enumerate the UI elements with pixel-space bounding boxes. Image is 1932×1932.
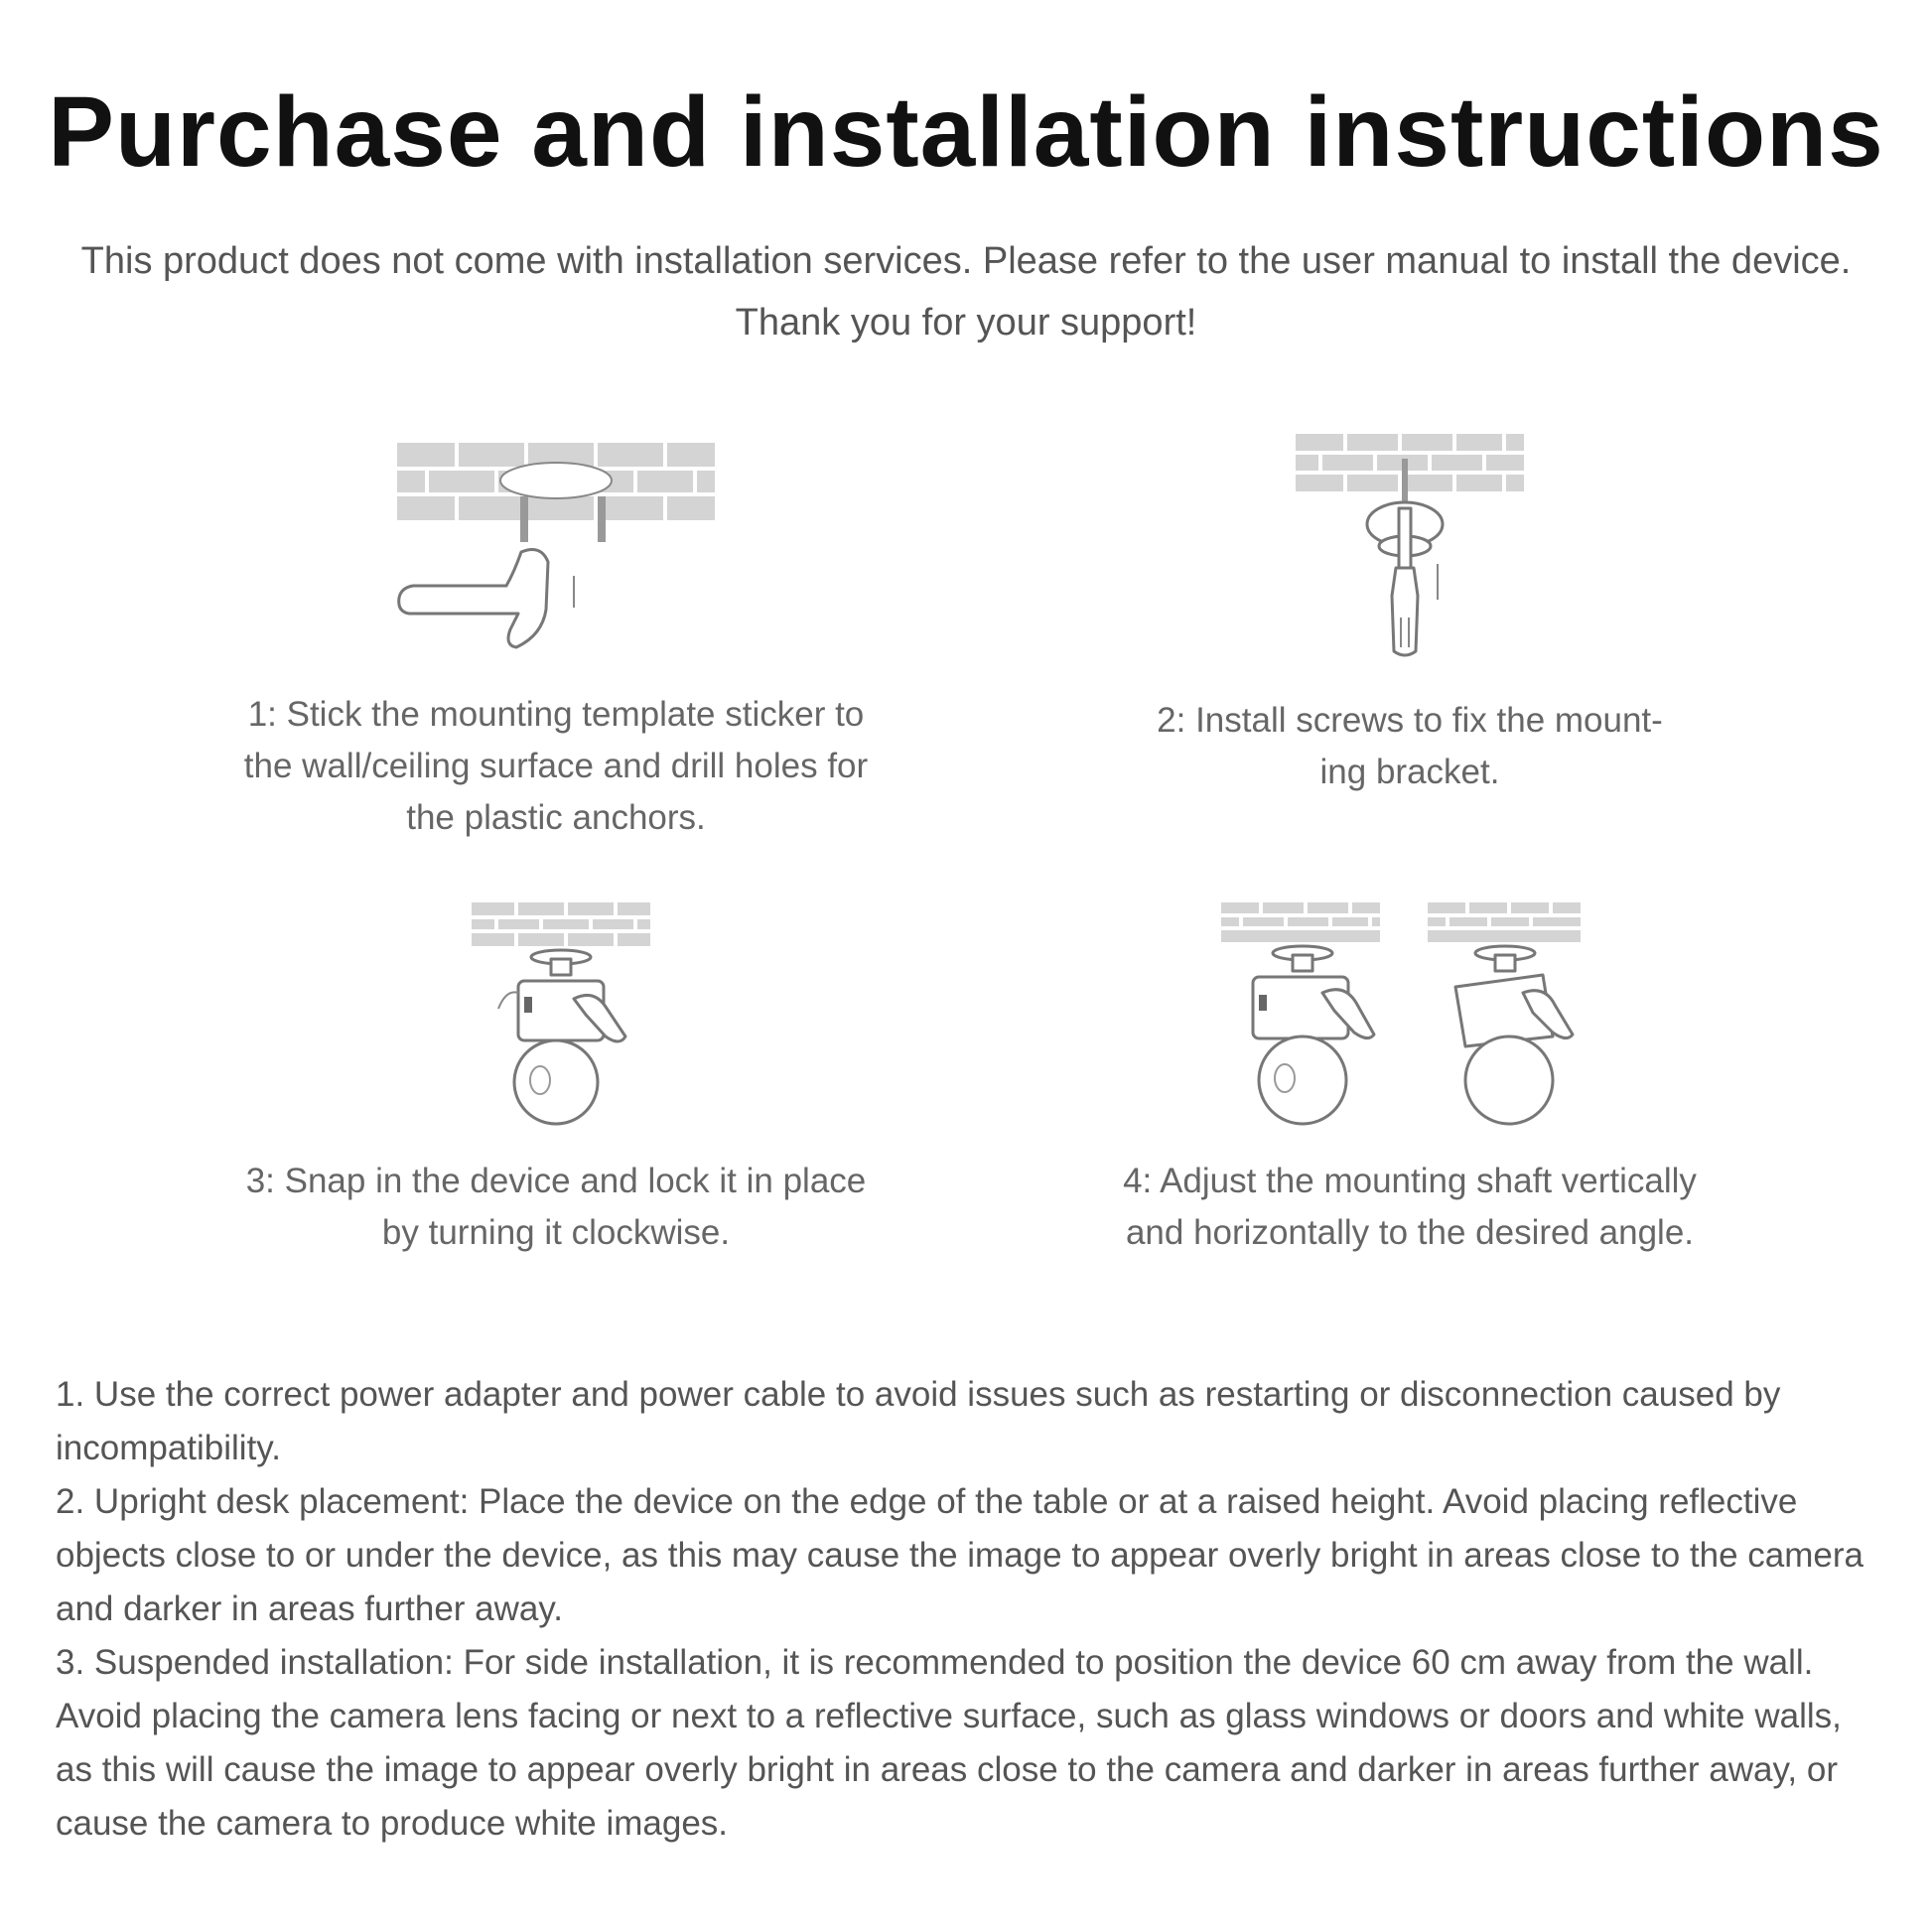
notes-list [56,1368,1882,1851]
drill-on-wall-icon [387,433,725,661]
step-1 [179,433,933,844]
step-2-caption: 2: Install screws to fix the mount- ing bracket. [1157,701,1663,791]
camera-snap-icon [437,897,675,1136]
screwdriver-bracket-icon [1281,429,1539,667]
note-item: 2. Upright desk placement: Place the device on the edge of the table or at a raised height. Avoid placing reflective objects close to or under the device, as this may cause the image to appear overly bright in areas close to the camera and darker in areas further away. [56,1482,1863,1628]
note-item: 1. Use the correct power adapter and power cable to avoid issues such as restarting or disconnection caused by incompatibility. [56,1375,1781,1467]
step-4 [1033,897,1787,1259]
step-4-caption: 4: Adjust the mounting shaft vertically and horizontally to the desired angle. [1123,1162,1697,1252]
step-2 [1033,429,1787,798]
note-item: 3. Suspended installation: For side installation, it is recommended to position the device 60 cm away from the wall. Avoid placing the camera lens facing or next to a reflective surface, such as glass windows or doors and white walls, as this will cause the image to appear overly bright in areas close to the camera and darker in areas further away, or cause the camera to produce white images. [56,1643,1842,1843]
step-3-caption: 3: Snap in the device and lock it in place by turning it clockwise. [245,1162,867,1252]
step-1-caption: 1: Stick the mounting template sticker to the wall/ceiling surface and drill holes for the plastic anchors. [243,695,869,837]
page-title: Purchase and installation instructions [48,76,1884,188]
camera-adjust-icon [1211,897,1608,1136]
step-3 [179,897,933,1259]
intro-text: This product does not come with installation services. Please refer to the user manual to install the device. Thank you for your support! [80,240,1852,344]
